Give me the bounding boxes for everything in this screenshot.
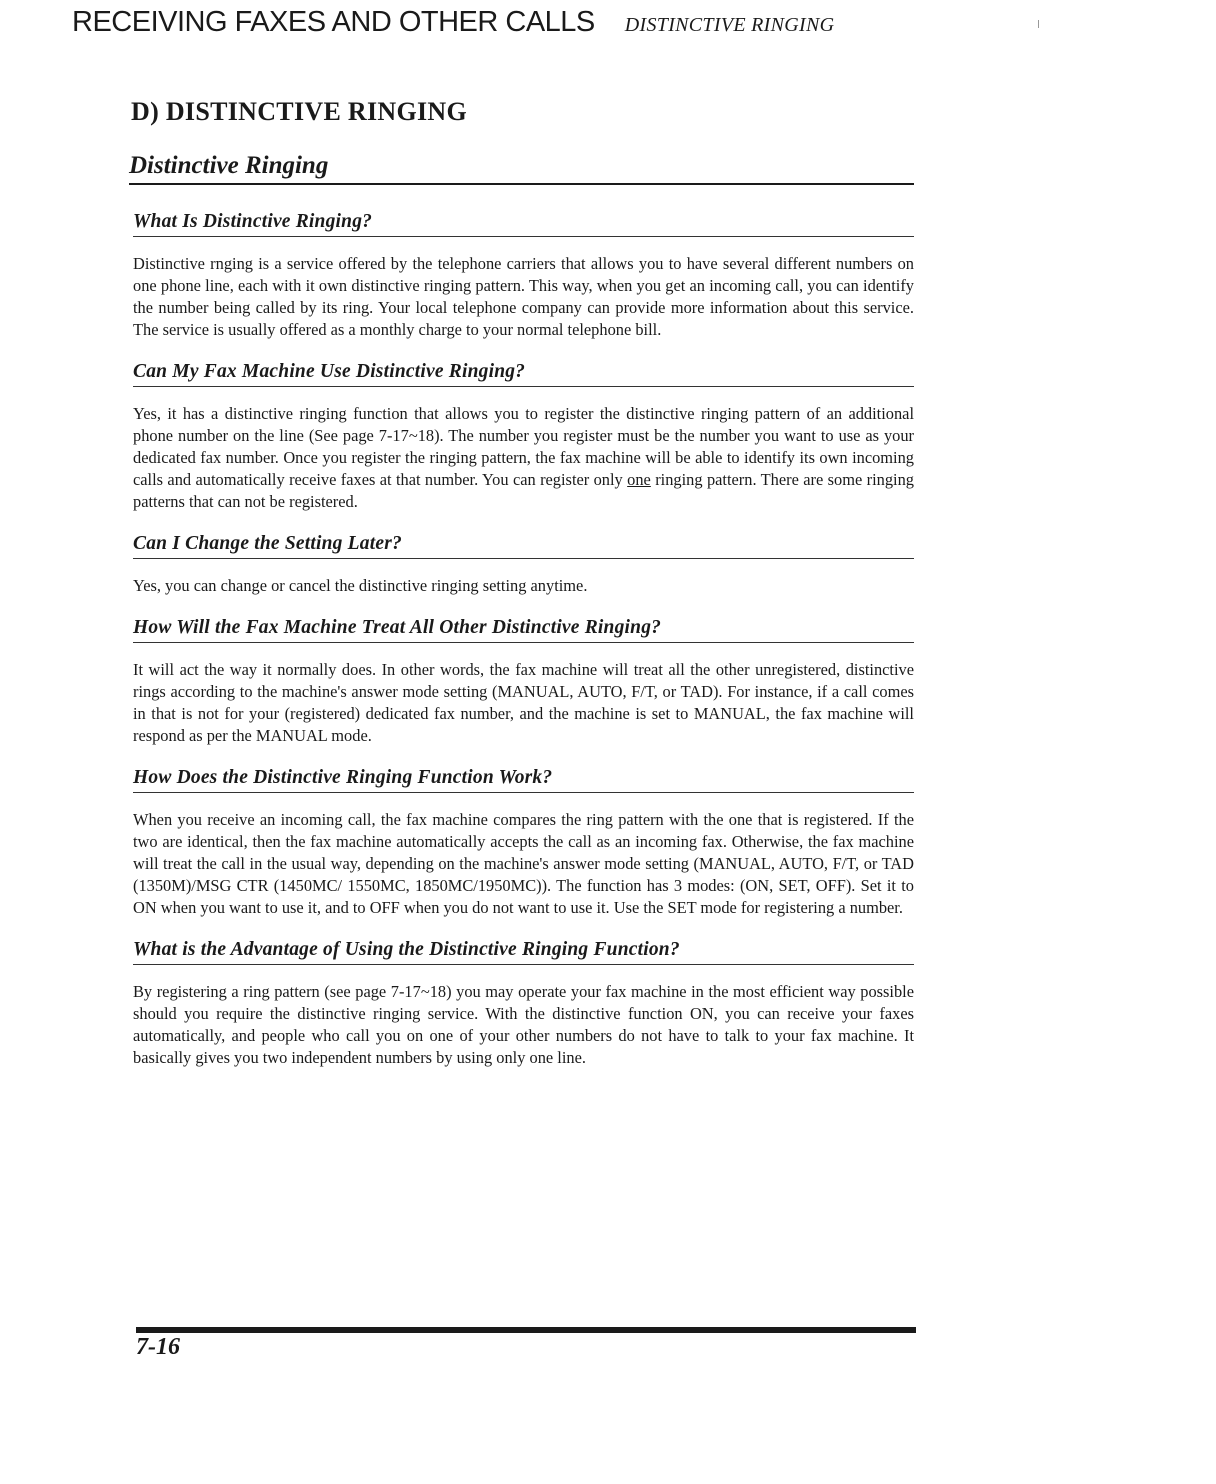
qa-change-setting	[133, 533, 914, 597]
answer-text	[133, 403, 914, 513]
qa-can-use	[133, 361, 914, 513]
question-title: How Does the Distinctive Ringing Function Work?	[133, 767, 914, 793]
qa-treat-other	[133, 617, 914, 747]
answer-text-part: Yes, it has a distinctive ringing function that allows you to register the distinctive ringing pattern of an additional phone number on the line (See page 7-17~18). The number you register must be the number you want to use as your dedicated fax number. Once you register the ringing pattern, the fax machine will be able to identify its own incoming calls and automatically receive faxes at that number. You can register only	[133, 404, 914, 489]
answer-text: When you receive an incoming call, the fax machine compares the ring pattern with the one that is registered. If the two are identical, then the fax machine automatically accepts the call as an incoming fax. Otherwise, the fax machine will treat the call in the usual way, depending on the machine's answer mode setting (MANUAL, AUTO, F/T, or TAD (1350M)/MSG CTR (1450MC/ 1550MC, 1850MC/1950MC)). The function has 3 modes: (ON, SET, OFF). Set it to ON when you want to use it, and to OFF when you do not want to use it. Use the SET mode for registering a number.	[133, 810, 914, 917]
margin-mark	[1038, 20, 1039, 28]
page-number: 7-16	[136, 1334, 180, 1360]
question-title: What is the Advantage of Using the Distinctive Ringing Function?	[133, 939, 914, 965]
qa-what-is	[133, 211, 914, 341]
topic-title: DISTINCTIVE RINGING	[624, 14, 835, 36]
question-title: What Is Distinctive Ringing?	[133, 211, 914, 237]
section-title: D) DISTINCTIVE RINGING	[131, 97, 467, 126]
qa-advantage	[133, 939, 914, 1069]
qa-how-work	[133, 767, 914, 919]
answer-text: Yes, you can change or cancel the distinctive ringing setting anytime.	[133, 576, 588, 595]
answer-text: Distinctive rnging is a service offered by the telephone carriers that allows you to have several different numbers on one phone line, each with it own distinctive ringing pattern. This way, when you get an incoming call, you can identify the number being called by its ring. Your local telephone company can provide more information about this service. The service is usually offered as a monthly charge to your normal telephone bill.	[133, 254, 914, 339]
content	[133, 211, 914, 1069]
question-title: Can My Fax Machine Use Distinctive Ringing?	[133, 361, 914, 387]
answer-text: It will act the way it normally does. In other words, the fax machine will treat all the other unregistered, distinctive rings according to the machine's answer mode setting (MANUAL, AUTO, F/T, or TAD). For instance, if a call comes in that is not for your (registered) dedicated fax number, and the machine is set to MANUAL, the fax machine will respond as per the MANUAL mode.	[133, 660, 914, 745]
question-title: Can I Change the Setting Later?	[133, 533, 914, 559]
chapter-title: RECEIVING FAXES AND OTHER CALLS	[72, 6, 595, 38]
answer-text-part: ringing pattern. There are some ringing patterns that can not be registered.	[133, 470, 914, 511]
page-subtitle: Distinctive Ringing	[129, 152, 914, 185]
emphasis-one: one	[627, 470, 651, 489]
answer-text: By registering a ring pattern (see page 7-17~18) you may operate your fax machine in the most efficient way possible should you require the distinctive ringing service. With the distinctive function ON, you can receive your faxes automatically, and people who call you on one of your other numbers do not have to talk to your fax machine. It basically gives you two independent numbers by using only one line.	[133, 982, 914, 1067]
running-header	[72, 6, 834, 39]
question-title: How Will the Fax Machine Treat All Other Distinctive Ringing?	[133, 617, 914, 643]
footer-rule	[136, 1327, 916, 1333]
